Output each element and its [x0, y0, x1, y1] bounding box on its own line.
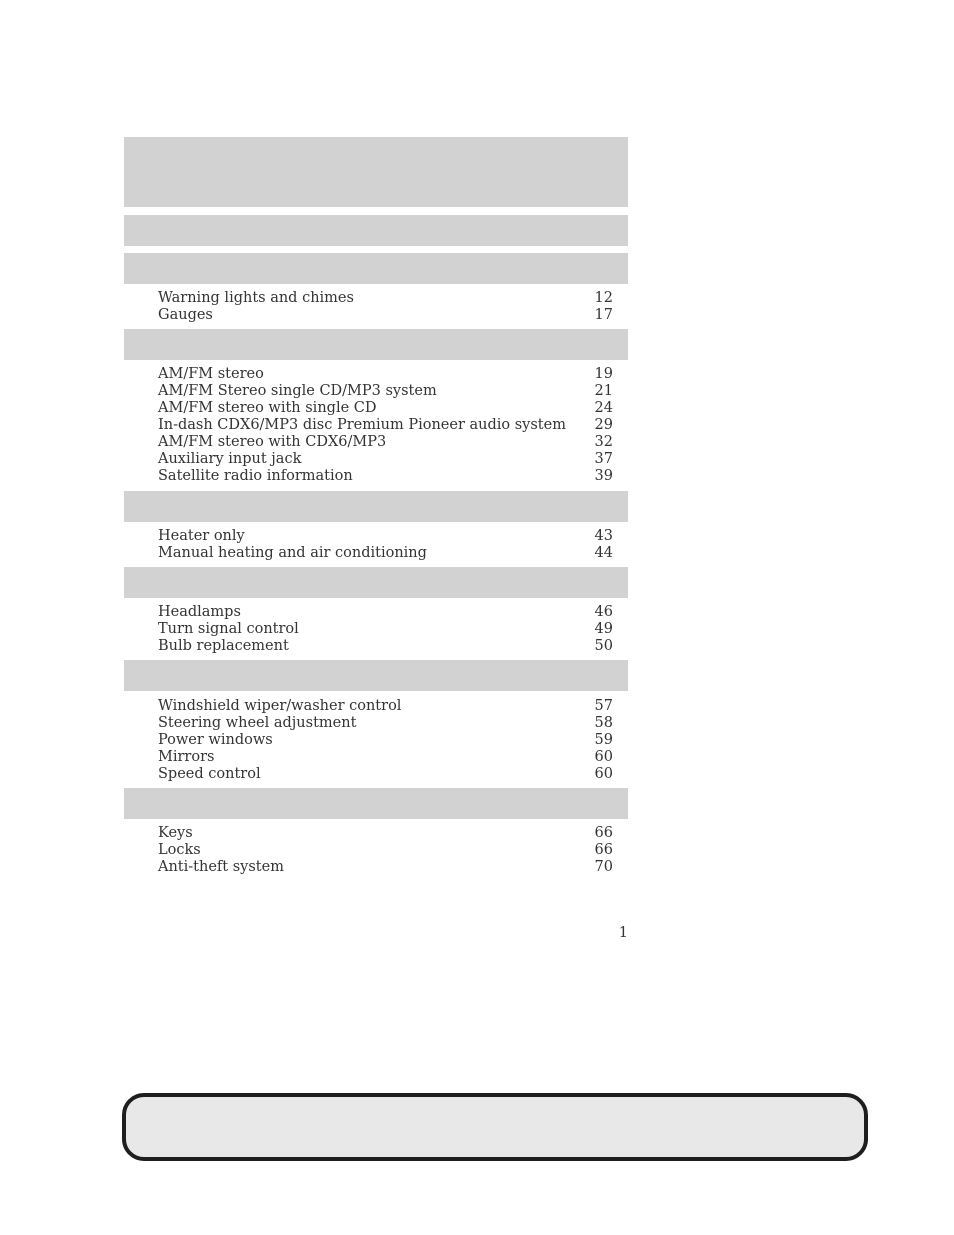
toc-entry[interactable]	[158, 732, 613, 749]
section-header-band	[124, 329, 628, 360]
toc-entry[interactable]	[158, 307, 613, 324]
toc-entry[interactable]	[158, 859, 613, 876]
toc-entry-title: AM/FM Stereo single CD/MP3 system	[158, 383, 437, 399]
toc-entry[interactable]	[158, 766, 613, 783]
toc-entry-page: 57	[594, 698, 613, 714]
toc-entry-title: AM/FM stereo with CDX6/MP3	[158, 434, 387, 450]
section-entries	[158, 825, 613, 876]
section-entries	[158, 698, 613, 783]
toc-entry-page: 66	[594, 825, 613, 841]
toc-entry-page: 32	[594, 434, 613, 450]
toc-entry-title: Windshield wiper/washer control	[158, 698, 402, 714]
toc-entry-title: Speed control	[158, 766, 261, 782]
footer-box	[122, 1093, 868, 1161]
toc-entry-title: Headlamps	[158, 604, 241, 620]
toc-entry-page: 60	[594, 766, 613, 782]
toc-entry-title: Satellite radio information	[158, 468, 353, 484]
toc-entry[interactable]	[158, 604, 613, 621]
toc-entry[interactable]	[158, 715, 613, 732]
toc-entry[interactable]	[158, 638, 613, 655]
section-header-band	[124, 660, 628, 691]
toc-entry[interactable]	[158, 825, 613, 842]
toc-entry-page: 59	[594, 732, 613, 748]
toc-entry[interactable]	[158, 451, 613, 468]
section-header-band	[124, 253, 628, 284]
toc-entry[interactable]	[158, 528, 613, 545]
toc-entry[interactable]	[158, 400, 613, 417]
toc-entry-page: 37	[594, 451, 613, 467]
toc-entry-page: 24	[594, 400, 613, 416]
toc-entry-title: Warning lights and chimes	[158, 290, 354, 306]
section-entries	[158, 528, 613, 562]
section-entries	[158, 290, 613, 324]
toc-entry-title: Auxiliary input jack	[158, 451, 302, 467]
toc-entry-title: AM/FM stereo	[158, 366, 264, 382]
toc-entry-title: Mirrors	[158, 749, 215, 765]
chapter-subtitle-band	[124, 215, 628, 246]
toc-entry-page: 17	[594, 307, 613, 323]
toc-entry[interactable]	[158, 468, 613, 485]
page-number: 1	[618, 925, 628, 941]
toc-entry-page: 39	[594, 468, 613, 484]
toc-entry-page: 60	[594, 749, 613, 765]
toc-entry-page: 49	[594, 621, 613, 637]
toc-entry-title: Gauges	[158, 307, 213, 323]
toc-entry[interactable]	[158, 366, 613, 383]
toc-entry-title: AM/FM stereo with single CD	[158, 400, 377, 416]
toc-entry-page: 50	[594, 638, 613, 654]
toc-entry-title: In-dash CDX6/MP3 disc Premium Pioneer audio system	[158, 417, 566, 433]
toc-entry[interactable]	[158, 383, 613, 400]
toc-entry-title: Turn signal control	[158, 621, 299, 637]
toc-entry[interactable]	[158, 621, 613, 638]
toc-entry-title: Heater only	[158, 528, 245, 544]
toc-entry-page: 29	[594, 417, 613, 433]
toc-entry-title: Bulb replacement	[158, 638, 289, 654]
toc-entry[interactable]	[158, 749, 613, 766]
toc-entry-title: Power windows	[158, 732, 273, 748]
toc-entry-title: Locks	[158, 842, 201, 858]
toc-entry-title: Anti-theft system	[158, 859, 284, 875]
toc-entry-title: Manual heating and air conditioning	[158, 545, 427, 561]
section-entries	[158, 604, 613, 655]
chapter-title-band	[124, 137, 628, 207]
toc-entry[interactable]	[158, 698, 613, 715]
section-header-band	[124, 788, 628, 819]
toc-entry[interactable]	[158, 417, 613, 434]
toc-entry-title: Steering wheel adjustment	[158, 715, 357, 731]
section-entries	[158, 366, 613, 485]
toc-entry-page: 21	[594, 383, 613, 399]
toc-entry[interactable]	[158, 290, 613, 307]
toc-entry-page: 12	[594, 290, 613, 306]
toc-entry[interactable]	[158, 545, 613, 562]
toc-entry-page: 66	[594, 842, 613, 858]
toc-entry-page: 19	[594, 366, 613, 382]
toc-entry[interactable]	[158, 842, 613, 859]
section-header-band	[124, 491, 628, 522]
toc-entry-page: 70	[594, 859, 613, 875]
toc-entry-page: 58	[594, 715, 613, 731]
toc-entry-page: 43	[594, 528, 613, 544]
toc-entry-page: 44	[594, 545, 613, 561]
toc-entry[interactable]	[158, 434, 613, 451]
section-header-band	[124, 567, 628, 598]
toc-entry-title: Keys	[158, 825, 193, 841]
toc-entry-page: 46	[594, 604, 613, 620]
